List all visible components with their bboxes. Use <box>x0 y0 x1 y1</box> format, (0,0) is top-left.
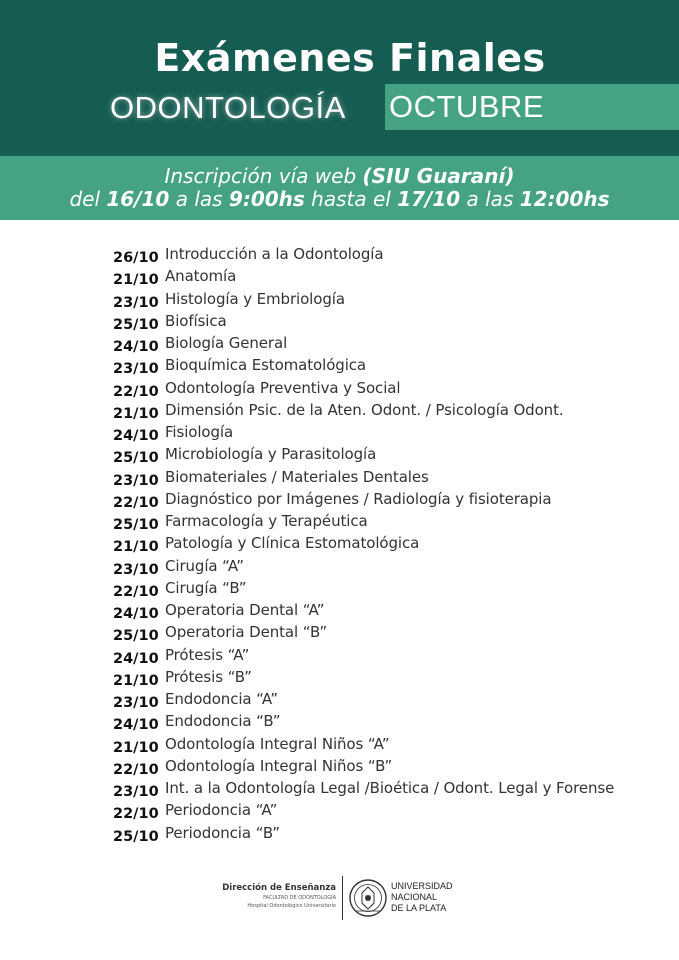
exam-subject: Biofísica <box>165 311 227 330</box>
university-seal-icon <box>348 876 388 924</box>
exam-row <box>113 468 614 490</box>
exam-subject: Prótesis “A” <box>165 645 250 664</box>
exam-date: 22/10 <box>113 494 159 511</box>
exam-list <box>113 245 614 846</box>
exam-subject: Biología General <box>165 334 288 352</box>
exam-date: 23/10 <box>113 695 159 711</box>
exam-row <box>113 445 614 467</box>
exam-row <box>113 245 614 267</box>
exam-date: 23/10 <box>113 361 159 378</box>
exam-subject: Cirugía “A” <box>165 556 244 575</box>
exam-row <box>113 534 614 556</box>
exam-date: 24/10 <box>113 606 159 622</box>
university-line-3: DE LA PLATA <box>391 903 447 913</box>
exam-date: 21/10 <box>113 739 159 756</box>
exam-subject: Anatomía <box>165 267 237 286</box>
exam-subject: Int. a la Odontología Legal /Bioética / Odont. Legal y Forense <box>165 779 615 797</box>
exam-date: 21/10 <box>113 672 159 689</box>
exam-subject: Cirugía “B” <box>165 578 247 597</box>
footer-direction <box>200 883 336 910</box>
start-date: 16/10 <box>106 187 170 211</box>
month-label: OCTUBRE <box>389 89 545 124</box>
registration-system: (SIU Guaraní) <box>362 164 515 188</box>
a-las-text-1: a las <box>169 187 229 211</box>
registration-line-1 <box>0 164 679 188</box>
exam-subject: Odontología Preventiva y Social <box>165 378 401 397</box>
exam-row <box>113 668 614 690</box>
exam-subject: Odontología Integral Niños “A” <box>165 734 390 753</box>
exam-subject: Farmacología y Terapéutica <box>165 512 368 530</box>
exam-row <box>113 824 614 846</box>
university-name <box>391 881 453 914</box>
exam-date: 23/10 <box>113 561 159 578</box>
end-time: 12:00hs <box>519 187 610 211</box>
exam-subject: Operatoria Dental “A” <box>165 601 325 619</box>
exam-row <box>113 757 614 779</box>
exam-row <box>113 735 614 757</box>
exam-date: 25/10 <box>113 828 159 845</box>
exam-row <box>113 401 614 423</box>
exam-row <box>113 712 614 734</box>
a-las-text-2: a las <box>460 187 520 211</box>
exam-subject: Endodoncia “A” <box>165 690 278 708</box>
exam-date: 21/10 <box>113 272 159 289</box>
university-line-2: NACIONAL <box>391 892 438 902</box>
exam-row <box>113 646 614 668</box>
exam-date: 23/10 <box>113 472 159 489</box>
exam-row <box>113 623 614 645</box>
exam-row <box>113 601 614 623</box>
hasta-el-text: hasta el <box>304 187 398 211</box>
exam-subject: Prótesis “B” <box>165 667 252 686</box>
faculty-name: ODONTOLOGÍA <box>110 90 346 125</box>
exam-row <box>113 290 614 312</box>
exam-date: 23/10 <box>113 294 159 311</box>
exam-subject: Introducción a la Odontología <box>165 245 384 263</box>
exam-row <box>113 690 614 712</box>
end-date: 17/10 <box>397 187 461 211</box>
exam-row <box>113 801 614 823</box>
university-line-1: UNIVERSIDAD <box>391 881 453 891</box>
exam-subject: Operatoria Dental “B” <box>165 623 328 642</box>
registration-line-2 <box>0 187 679 211</box>
exam-date: 22/10 <box>113 583 159 600</box>
exam-date: 24/10 <box>113 717 159 734</box>
exam-date: 22/10 <box>113 761 159 778</box>
hospital-footer: Hospital Odontológico Universitario <box>247 903 336 909</box>
exam-row <box>113 579 614 601</box>
exam-date: 24/10 <box>113 339 159 355</box>
exam-row <box>113 557 614 579</box>
exam-date: 26/10 <box>113 250 159 266</box>
header-banner <box>0 0 679 156</box>
exam-subject: Bioquímica Estomatológica <box>165 356 367 375</box>
exam-subject: Periodoncia “B” <box>165 823 280 842</box>
exam-row <box>113 356 614 378</box>
footer-divider <box>342 876 343 920</box>
exam-subject: Dimensión Psic. de la Aten. Odont. / Psicología Odont. <box>165 400 564 419</box>
page-title: Exámenes Finales <box>154 36 546 80</box>
exam-row <box>113 379 614 401</box>
registration-text: Inscripción vía web <box>164 164 363 188</box>
direction-name: Dirección de Enseñanza <box>222 883 336 893</box>
exam-row <box>113 312 614 334</box>
exam-date: 24/10 <box>113 428 159 444</box>
registration-band <box>0 156 679 220</box>
exam-subject: Histología y Embriología <box>165 289 345 308</box>
exam-subject: Microbiología y Parasitología <box>165 445 377 464</box>
exam-date: 25/10 <box>113 517 159 533</box>
exam-row <box>113 334 614 356</box>
exam-subject: Diagnóstico por Imágenes / Radiología y fisioterapia <box>165 489 552 508</box>
exam-subject: Endodoncia “B” <box>165 712 281 731</box>
exam-row <box>113 423 614 445</box>
exam-date: 25/10 <box>113 628 159 645</box>
faculty-footer: FACULTAD DE ODONTOLOGÍA <box>263 895 336 901</box>
exam-date: 22/10 <box>113 806 159 823</box>
exam-subject: Patología y Clínica Estomatológica <box>165 534 420 553</box>
del-text: del <box>69 187 107 211</box>
exam-date: 21/10 <box>113 539 159 556</box>
exam-row <box>113 512 614 534</box>
exam-date: 24/10 <box>113 650 159 667</box>
exam-date: 25/10 <box>113 316 159 333</box>
exam-date: 21/10 <box>113 405 159 422</box>
start-time: 9:00hs <box>228 187 305 211</box>
exam-subject: Biomateriales / Materiales Dentales <box>165 467 429 486</box>
exam-row <box>113 490 614 512</box>
exam-subject: Periodoncia “A” <box>165 801 278 820</box>
exam-date: 23/10 <box>113 784 159 800</box>
exam-date: 25/10 <box>113 450 159 467</box>
exam-date: 22/10 <box>113 383 159 400</box>
exam-row <box>113 267 614 289</box>
exam-subject: Fisiología <box>165 423 234 441</box>
exam-subject: Odontología Integral Niños “B” <box>165 756 393 775</box>
month-highlight <box>385 84 679 130</box>
exam-row <box>113 779 614 801</box>
